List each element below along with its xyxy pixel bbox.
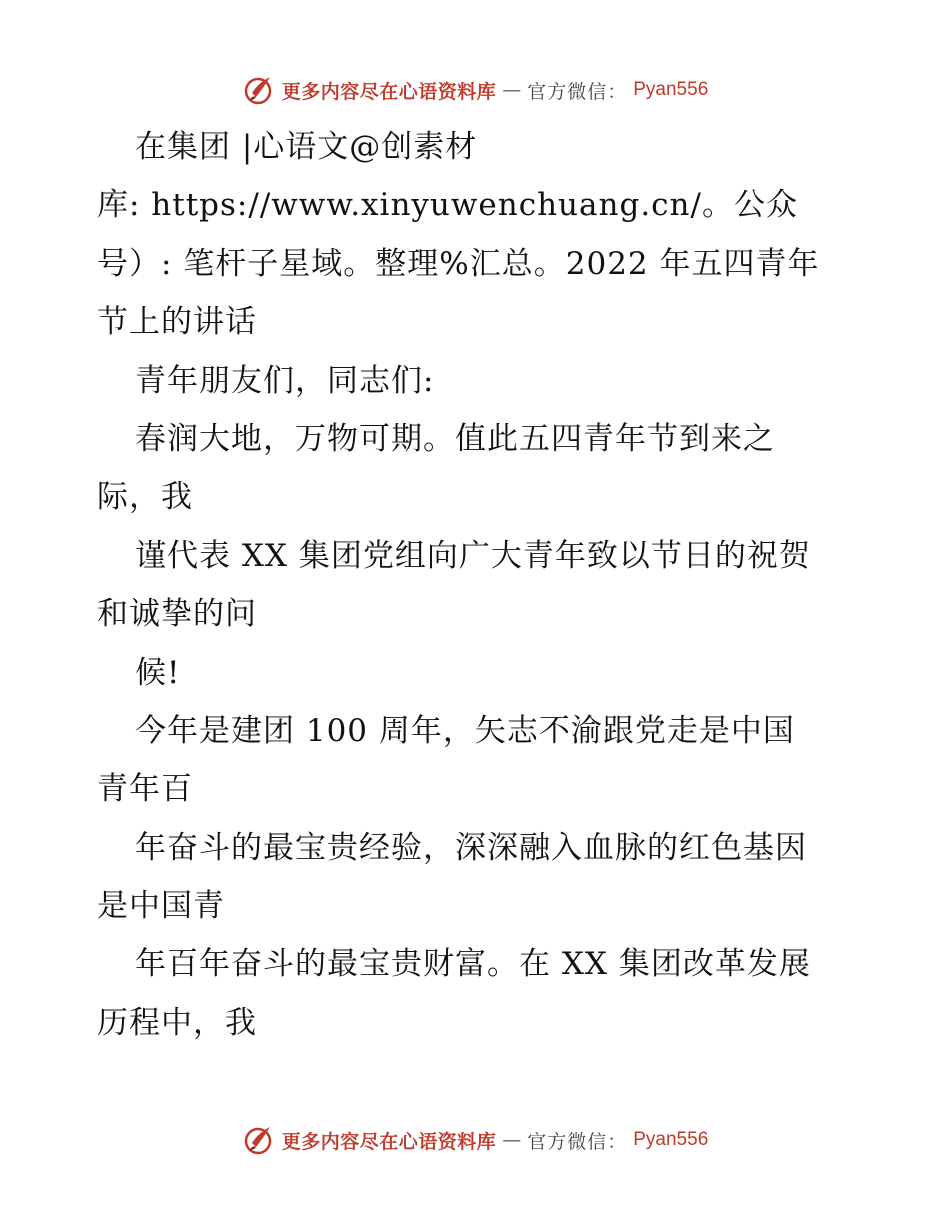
body-text-line: 谨代表 XX 集团党组向广大青年致以节日的祝贺 bbox=[135, 537, 811, 574]
body-text-line: 号）: 笔杆子星域。整理%汇总。2022 年五四青年 bbox=[97, 245, 820, 282]
banner-wechat-id: Pyan556 bbox=[633, 79, 709, 100]
banner-main-text: 更多内容尽在心语资料库 bbox=[281, 1130, 497, 1153]
banner-wechat-id: Pyan556 bbox=[633, 1129, 709, 1150]
body-text-line: 历程中，我 bbox=[97, 1004, 257, 1041]
body-text-line: 际，我 bbox=[97, 479, 193, 516]
body-text-line: 青年百 bbox=[97, 771, 193, 808]
banner-dash: — bbox=[502, 1129, 522, 1151]
body-text-line: 节上的讲话 bbox=[97, 304, 257, 341]
body-text-line: 年奋斗的最宝贵经验，深深融入血脉的红色基因 bbox=[135, 829, 807, 866]
brush-logo-icon bbox=[242, 1123, 276, 1157]
body-text-line: 和诚挚的问 bbox=[97, 596, 257, 633]
banner-dash: — bbox=[502, 79, 522, 101]
body-text-line: 在集团 |心语文@创素材 bbox=[135, 129, 478, 165]
body-text-line: 青年朋友们，同志们: bbox=[135, 362, 435, 399]
document-body bbox=[97, 118, 877, 1052]
body-text-line: 今年是建团 100 周年，矢志不渝跟党走是中国 bbox=[135, 712, 795, 749]
body-text-line: 年百年奋斗的最宝贵财富。在 XX 集团改革发展 bbox=[135, 946, 811, 983]
header-banner bbox=[0, 70, 950, 110]
banner-wechat-label: 官方微信： bbox=[527, 80, 628, 103]
body-text-line: 候! bbox=[135, 654, 181, 691]
body-text-line: 春润大地，万物可期。值此五四青年节到来之 bbox=[135, 420, 775, 457]
banner-wechat-label: 官方微信： bbox=[527, 1130, 628, 1153]
body-text-line: 是中国青 bbox=[97, 888, 225, 925]
body-text-line: 库: https://www.xinyuwenchuang.cn/。公众 bbox=[97, 187, 798, 224]
brush-logo-icon bbox=[242, 73, 276, 107]
footer-banner bbox=[0, 1120, 950, 1160]
banner-main-text: 更多内容尽在心语资料库 bbox=[281, 80, 497, 103]
